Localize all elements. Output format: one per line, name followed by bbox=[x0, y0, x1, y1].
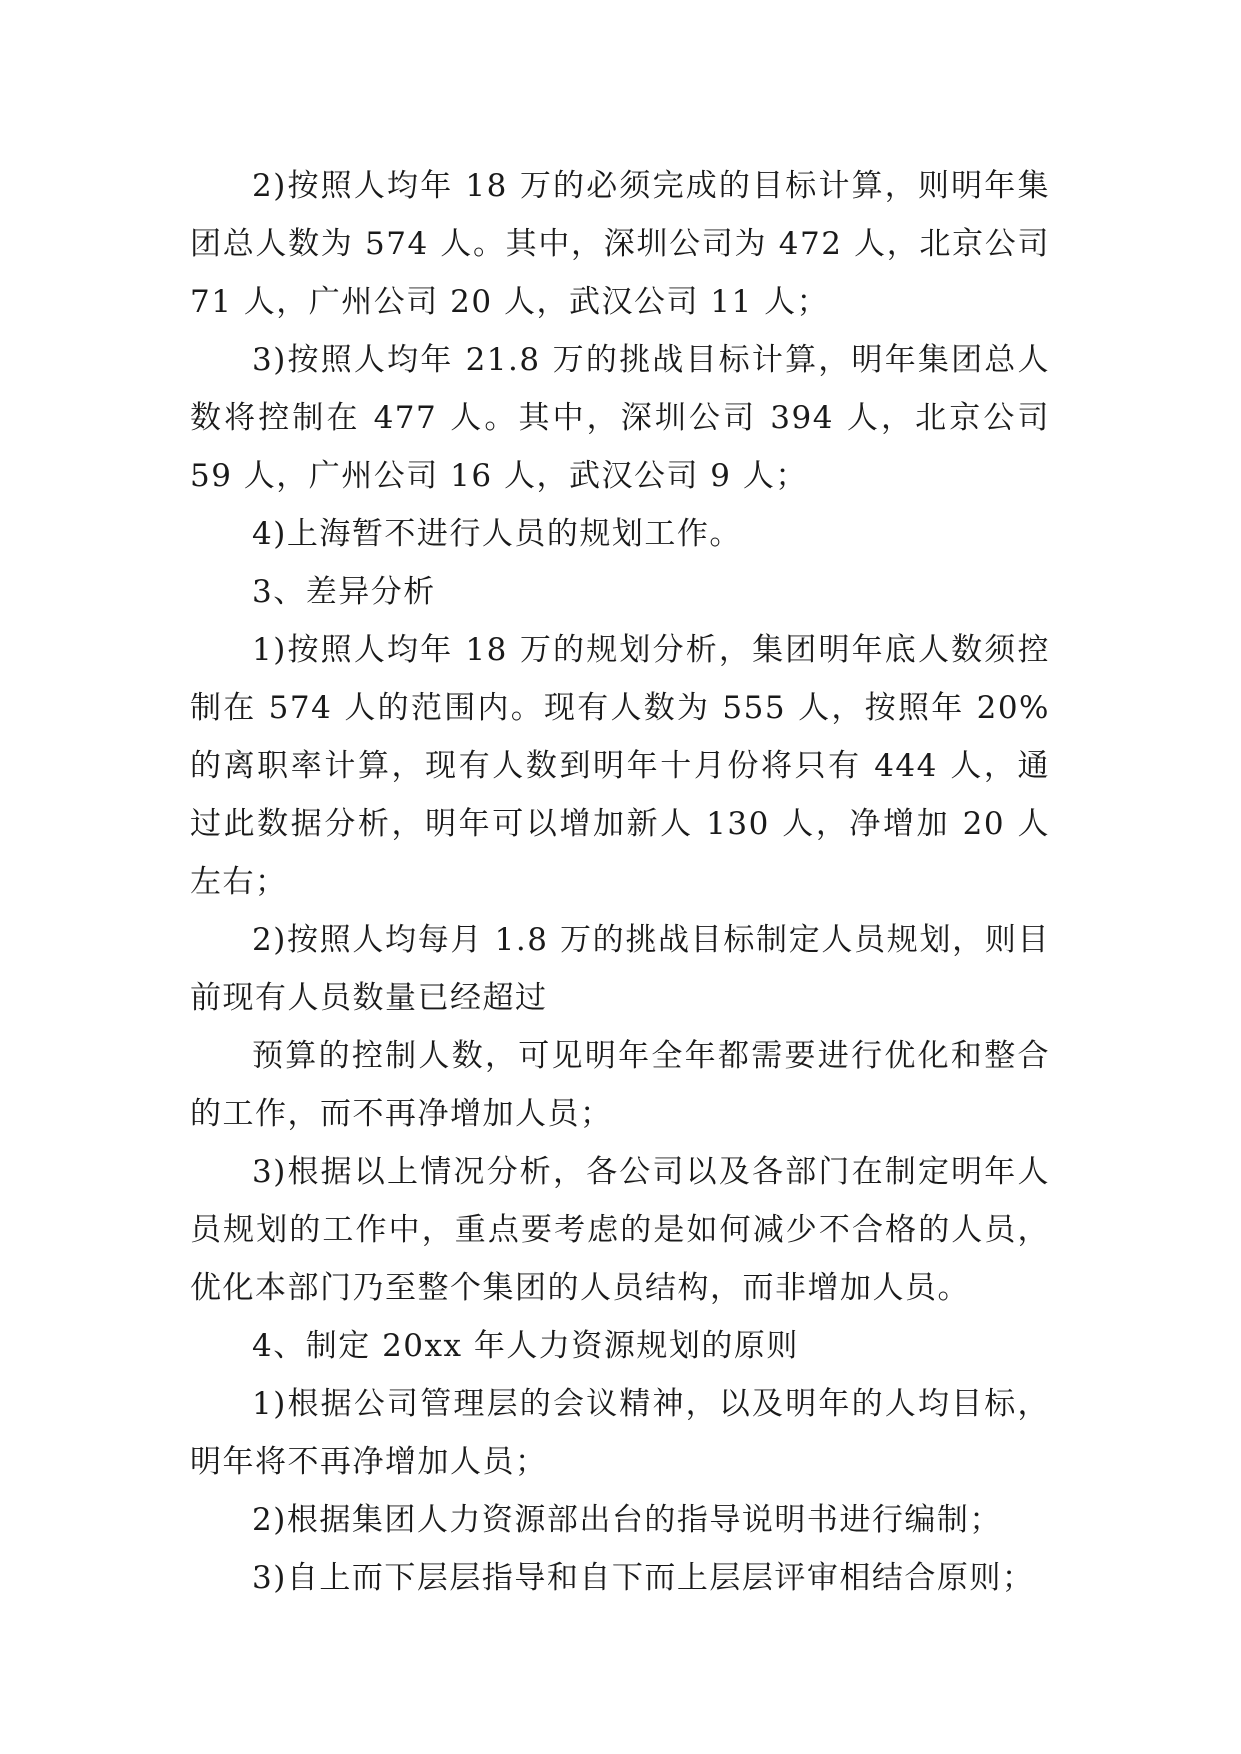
paragraph-3-challenge-21-8w: 3)按照人均年 21.8 万的挑战目标计算，明年集团总人数将控制在 477 人。其中，深圳公司 394 人，北京公司 59 人，广州公司 16 人，武汉公司 9 人； bbox=[190, 342, 1050, 494]
paragraph-analysis-3: 3)根据以上情况分析，各公司以及各部门在制定明年人员规划的工作中，重点要考虑的是如何减少不合格的人员，优化本部门乃至整个集团的人员结构，而非增加人员。 bbox=[190, 1154, 1050, 1306]
paragraph-2-target-18w: 2)按照人均年 18 万的必须完成的目标计算，则明年集团总人数为 574 人。其中，深圳公司为 472 人，北京公司 71 人，广州公司 20 人，武汉公司 11 人； bbox=[190, 168, 1050, 320]
document-body bbox=[190, 157, 1050, 1607]
section-heading-principles: 4、制定 20xx 年人力资源规划的原则 bbox=[252, 1328, 799, 1364]
section-heading-difference-analysis: 3、差异分析 bbox=[252, 574, 436, 610]
paragraph-analysis-2: 2)按照人均每月 1.8 万的挑战目标制定人员规划，则目前现有人员数量已经超过 bbox=[190, 922, 1050, 1016]
paragraph-principle-2: 2)根据集团人力资源部出台的指导说明书进行编制； bbox=[252, 1502, 1002, 1538]
paragraph-4-shanghai: 4)上海暂不进行人员的规划工作。 bbox=[252, 516, 742, 552]
paragraph-principle-3: 3)自上而下层层指导和自下而上层层评审相结合原则； bbox=[252, 1560, 1035, 1596]
paragraph-analysis-1: 1)按照人均年 18 万的规划分析，集团明年底人数须控制在 574 人的范围内。现有人数为 555 人，按照年 20%的离职率计算，现有人数到明年十月份将只有 444 人，通过此数据分析，明年可以增加新人 130 人，净增加 20 人左右； bbox=[190, 632, 1050, 900]
paragraph-principle-1: 1)根据公司管理层的会议精神，以及明年的人均目标，明年将不再净增加人员； bbox=[190, 1386, 1050, 1480]
paragraph-analysis-2-cont: 预算的控制人数，可见明年全年都需要进行优化和整合的工作，而不再净增加人员； bbox=[190, 1038, 1050, 1132]
